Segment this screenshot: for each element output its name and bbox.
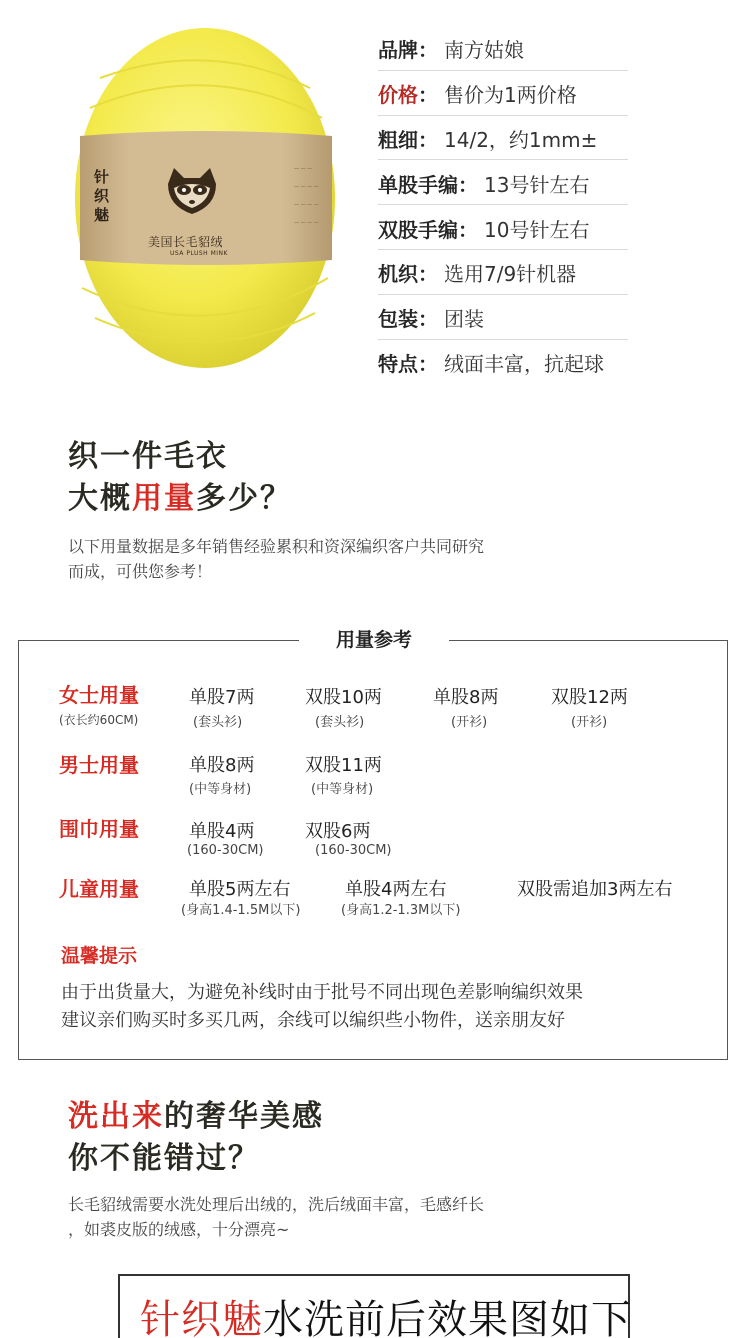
wash-intro-text: 长毛貂绒需要水洗处理后出绒的，洗后绒面丰富，毛感纤长 ，如裘皮版的绒感，十分漂亮~	[68, 1195, 485, 1239]
spec-value: 13号针左右	[484, 172, 590, 197]
spec-key: 机织	[378, 262, 418, 287]
spec-key: 包装	[378, 307, 418, 332]
label-side-text: 针织魅	[94, 168, 110, 224]
usage-cell: 单股7两	[189, 687, 255, 708]
usage-cell: 单股8两	[433, 687, 499, 708]
wash-heading	[68, 1096, 324, 1180]
usage-cell-note: (身高1.4-1.5M以下)	[181, 903, 301, 918]
usage-cell-note: (开衫)	[451, 715, 488, 730]
spec-key: 单股手编	[378, 172, 458, 197]
spec-row-double-hand: 双股手编 ： 10号针左右	[378, 205, 628, 250]
spec-value: 14/2，约1mm±	[444, 127, 598, 152]
tip-text: 由于出货量大，为避免补线时由于批号不同出现色差影响编织效果 建议亲们购买时多买几两，余线可以编织些小物件，送亲朋友好	[61, 982, 583, 1031]
usage-cell-note: (身高1.2-1.3M以下)	[341, 903, 461, 918]
spec-key: 价格	[378, 83, 418, 108]
usage-cell: 单股5两左右	[189, 879, 291, 900]
usage-reference-box	[18, 629, 728, 1060]
label-brand-cn: 美国长毛貂绒	[148, 235, 224, 249]
usage-cell-note: (开衫)	[571, 715, 608, 730]
spec-value: 售价为1两价格	[444, 83, 577, 108]
category-kids: 儿童用量	[59, 877, 139, 901]
yarn-ball-image	[60, 18, 350, 378]
usage-intro-text: 以下用量数据是多年销售经验累积和资深编织客户共同研究 而成，可供您参考！	[68, 537, 485, 581]
spec-row-thickness: 粗细 ： 14/2，约1mm±	[378, 116, 628, 161]
spec-key: 特点	[378, 352, 418, 377]
usage-cell: 单股4两左右	[345, 879, 447, 900]
usage-cell-note: (中等身材)	[189, 782, 252, 797]
label-fine-print: — — —	[294, 166, 313, 172]
spec-value: 团装	[444, 307, 484, 332]
spec-value: 南方姑娘	[444, 38, 524, 63]
category-men: 男士用量	[59, 753, 139, 777]
wash-heading-line1: 洗出来的奢华美感	[68, 1099, 324, 1134]
usage-heading-line1: 织一件毛衣	[68, 439, 228, 474]
usage-cell: 单股4两	[189, 821, 255, 842]
spec-row-feature: 特点 ： 绒面丰富，抗起球	[378, 340, 628, 385]
spec-key: 双股手编	[378, 217, 458, 242]
usage-cell: 双股11两	[305, 755, 382, 776]
usage-cell-note: (中等身材)	[311, 782, 374, 797]
spec-list	[378, 26, 628, 384]
usage-cell: 双股12两	[551, 687, 628, 708]
spec-row-machine: 机织 ： 选用7/9针机器	[378, 250, 628, 295]
usage-cell-note: (套头衫)	[315, 715, 365, 730]
spec-row-brand: 品牌 ： 南方姑娘	[378, 26, 628, 71]
spec-row-package: 包装 ： 团装	[378, 295, 628, 340]
usage-cell: 双股10两	[305, 687, 382, 708]
category-women: 女士用量	[59, 683, 139, 707]
label-brand-en: USA PLUSH MINK	[170, 250, 228, 257]
label-fine-print: — — — —	[294, 202, 319, 208]
label-fine-print: — — — —	[294, 220, 319, 226]
usage-cell-note: (160-30CM)	[187, 843, 264, 858]
usage-heading	[68, 436, 292, 520]
wash-compare-banner	[118, 1274, 630, 1338]
usage-cell: 单股8两	[189, 755, 255, 776]
usage-cell-note: (160-30CM)	[315, 843, 392, 858]
label-fine-print: — — — —	[294, 184, 319, 190]
tip-title: 温馨提示	[61, 945, 138, 967]
usage-cell: 双股需追加3两左右	[517, 879, 673, 900]
spec-row-price: 价格 ： 售价为1两价格	[378, 71, 628, 116]
wash-heading-line2: 你不能错过？	[68, 1141, 260, 1176]
spec-value: 绒面丰富，抗起球	[444, 352, 604, 377]
banner-title: 针织魅水洗前后效果图如下	[140, 1297, 632, 1338]
category-women-note: (衣长约60CM)	[59, 713, 139, 727]
spec-key: 品牌	[378, 38, 418, 63]
usage-heading-line2: 大概用量多少？	[68, 481, 292, 516]
usage-cell: 双股6两	[305, 821, 371, 842]
usage-cell-note: (套头衫)	[193, 715, 243, 730]
category-scarf: 围巾用量	[59, 817, 139, 841]
spec-value: 选用7/9针机器	[444, 262, 577, 287]
usage-box-title: 用量参考	[299, 625, 449, 655]
spec-key: 粗细	[378, 127, 418, 152]
spec-row-single-hand: 单股手编 ： 13号针左右	[378, 160, 628, 205]
spec-value: 10号针左右	[484, 217, 590, 242]
